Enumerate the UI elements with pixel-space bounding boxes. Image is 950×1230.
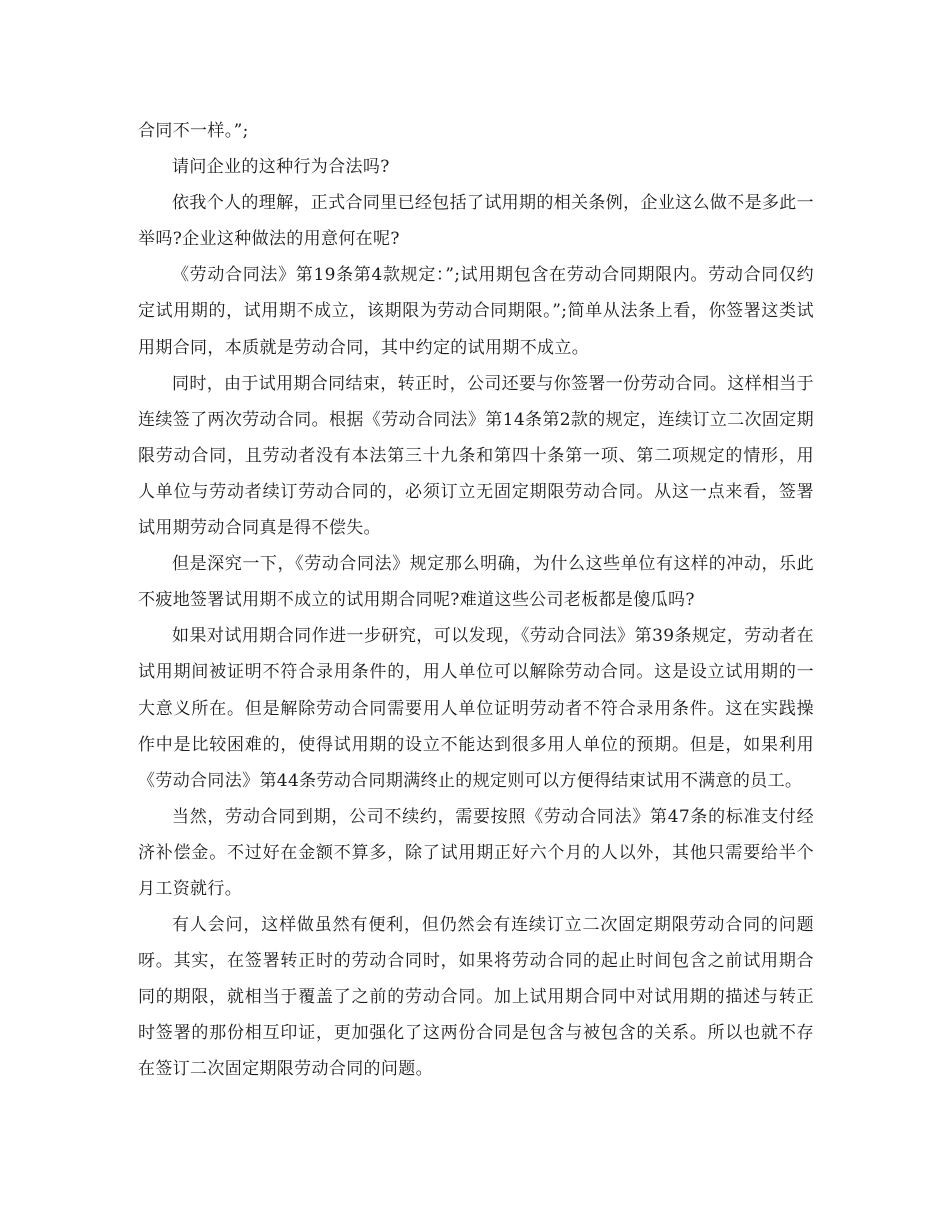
paragraph-personal-understanding: 依我个人的理解，正式合同里已经包括了试用期的相关条例，企业这么做不是多此一举吗?企业这种做法的用意何在呢? (138, 193, 814, 250)
paragraph-article-47: 当然，劳动合同到期，公司不续约，需要按照《劳动合同法》第47条的标准支付经济补偿金。不过好在金额不算多，除了试用期正好六个月的人以外，其他只需要给半个月工资就行。 (138, 806, 814, 899)
paragraph-article-19: 《劳动合同法》第19条第4款规定：”;试用期包含在劳动合同期限内。劳动合同仅约定试用期的，试用期不成立，该期限为劳动合同期限。”;简单从法条上看，你签署这类试用期合同，本质就是劳动合同，其中约定的试用期不成立。 (138, 265, 814, 358)
paragraph-continuation: 合同不一样。”; (138, 121, 249, 141)
paragraph-deeper-inquiry: 但是深究一下，《劳动合同法》规定那么明确，为什么这些单位有这样的冲动，乐此不疲地签署试用期不成立的试用期合同呢?难道这些公司老板都是傻瓜吗? (138, 554, 814, 611)
paragraph-article-39-44: 如果对试用期合同作进一步研究，可以发现，《劳动合同法》第39条规定，劳动者在试用期间被证明不符合录用条件的，用人单位可以解除劳动合同。这是设立试用期的一大意义所在。但是解除劳动合同需要用人单位证明劳动者不符合录用条件。这在实践操作中是比较困难的，使得试用期的设立不能达到很多用人单位的预期。但是，如果利用《劳动合同法》第44条劳动合同期满终止的规定则可以方便得结束试用不满意的员工。 (138, 626, 814, 791)
document-body (138, 113, 814, 1088)
paragraph-article-14: 同时，由于试用期合同结束，转正时，公司还要与你签署一份劳动合同。这样相当于连续签了两次劳动合同。根据《劳动合同法》第14条第2款的规定，连续订立二次固定期限劳动合同，且劳动者没有本法第三十九条和第四十条第一项、第二项规定的情形，用人单位与劳动者续订劳动合同的，必须订立无固定期限劳动合同。从这一点来看，签署试用期劳动合同真是得不偿失。 (138, 373, 814, 539)
paragraph-conclusion: 有人会问，这样做虽然有便利，但仍然会有连续订立二次固定期限劳动合同的问题呀。其实，在签署转正时的劳动合同时，如果将劳动合同的起止时间包含之前试用期合同的期限，就相当于覆盖了之前的劳动合同。加上试用期合同中对试用期的描述与转正时签署的那份相互印证，更加强化了这两份合同是包含与被包含的关系。所以也就不存在签订二次固定期限劳动合同的问题。 (138, 915, 814, 1080)
paragraph-question: 请问企业的这种行为合法吗? (172, 157, 390, 178)
